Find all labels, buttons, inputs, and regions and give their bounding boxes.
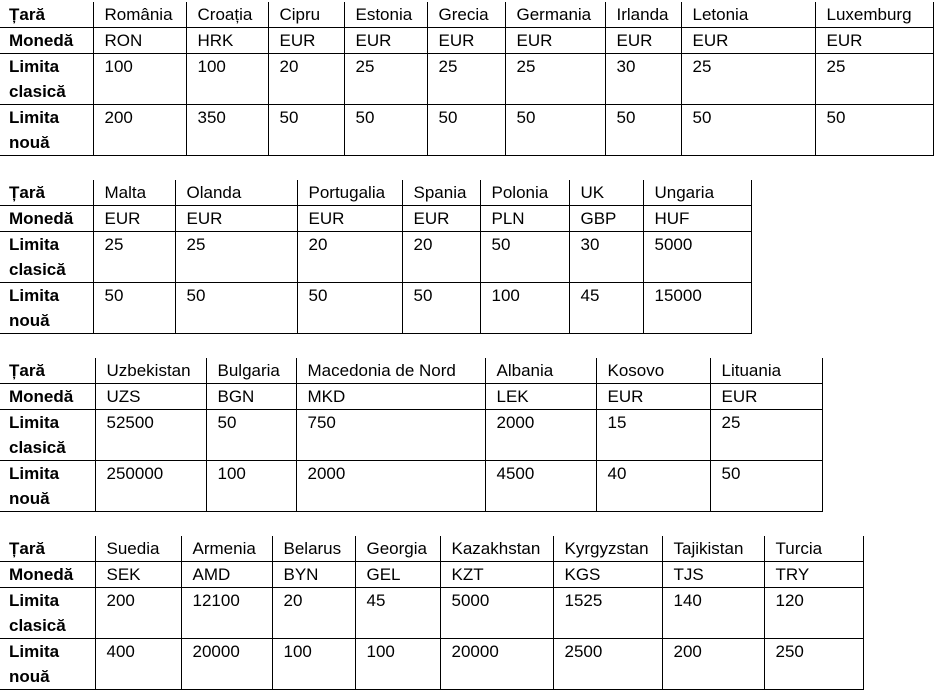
new-limit-label: Limita nouă <box>0 283 93 334</box>
new-limit-cell: 200 <box>93 105 186 156</box>
currency-cell: AMD <box>181 562 272 588</box>
country-cell: Armenia <box>181 536 272 562</box>
country-cell: Olanda <box>175 180 297 206</box>
new-limit-cell: 200 <box>662 639 764 690</box>
new-limit-row <box>0 283 751 334</box>
classic-limit-cell: 200 <box>95 588 181 639</box>
limits-table-4 <box>0 536 864 690</box>
limits-table-3 <box>0 358 823 512</box>
country-row <box>0 536 863 562</box>
classic-limit-cell: 25 <box>815 54 933 105</box>
country-label: Țară <box>0 2 93 28</box>
country-cell: Portugalia <box>297 180 402 206</box>
country-cell: Lituania <box>710 358 822 384</box>
country-row <box>0 2 933 28</box>
new-limit-cell: 50 <box>268 105 344 156</box>
new-limit-cell: 50 <box>681 105 815 156</box>
country-cell: UK <box>569 180 643 206</box>
new-limit-label: Limita nouă <box>0 639 95 690</box>
new-limit-cell: 45 <box>569 283 643 334</box>
classic-limit-cell: 25 <box>710 410 822 461</box>
new-limit-cell: 50 <box>815 105 933 156</box>
currency-label: Monedă <box>0 206 93 232</box>
currency-cell: EUR <box>710 384 822 410</box>
new-limit-cell: 100 <box>206 461 296 512</box>
currency-cell: EUR <box>344 28 427 54</box>
classic-limit-cell: 20 <box>272 588 355 639</box>
new-limit-cell: 2500 <box>553 639 662 690</box>
classic-limit-cell: 25 <box>427 54 505 105</box>
classic-limit-label: Limita clasică <box>0 588 95 639</box>
currency-label: Monedă <box>0 28 93 54</box>
classic-limit-cell: 25 <box>93 232 175 283</box>
country-row <box>0 180 751 206</box>
currency-label: Monedă <box>0 562 95 588</box>
classic-limit-cell: 25 <box>505 54 605 105</box>
classic-limit-cell: 20 <box>297 232 402 283</box>
new-limit-cell: 250000 <box>95 461 206 512</box>
new-limit-cell: 50 <box>93 283 175 334</box>
classic-limit-cell: 20 <box>268 54 344 105</box>
classic-limit-cell: 5000 <box>440 588 553 639</box>
new-limit-cell: 20000 <box>181 639 272 690</box>
country-cell: Spania <box>402 180 480 206</box>
currency-cell: RON <box>93 28 186 54</box>
currency-cell: EUR <box>681 28 815 54</box>
classic-limit-cell: 100 <box>186 54 268 105</box>
classic-limit-cell: 52500 <box>95 410 206 461</box>
country-label: Țară <box>0 536 95 562</box>
new-limit-cell: 50 <box>402 283 480 334</box>
country-cell: Irlanda <box>605 2 681 28</box>
new-limit-label: Limita nouă <box>0 461 95 512</box>
currency-cell: TJS <box>662 562 764 588</box>
currency-cell: PLN <box>480 206 569 232</box>
new-limit-cell: 50 <box>175 283 297 334</box>
currency-cell: SEK <box>95 562 181 588</box>
new-limit-cell: 100 <box>355 639 440 690</box>
country-cell: Macedonia de Nord <box>296 358 485 384</box>
limits-table-2 <box>0 180 752 334</box>
currency-cell: HRK <box>186 28 268 54</box>
currency-cell: EUR <box>93 206 175 232</box>
new-limit-label: Limita nouă <box>0 105 93 156</box>
currency-cell: KGS <box>553 562 662 588</box>
classic-limit-cell: 30 <box>605 54 681 105</box>
new-limit-cell: 50 <box>710 461 822 512</box>
country-cell: Suedia <box>95 536 181 562</box>
classic-limit-cell: 1525 <box>553 588 662 639</box>
classic-limit-cell: 25 <box>344 54 427 105</box>
country-cell: Croația <box>186 2 268 28</box>
new-limit-cell: 40 <box>596 461 710 512</box>
new-limit-cell: 20000 <box>440 639 553 690</box>
currency-label: Monedă <box>0 384 95 410</box>
classic-limit-cell: 45 <box>355 588 440 639</box>
country-label: Țară <box>0 358 95 384</box>
new-limit-cell: 100 <box>480 283 569 334</box>
classic-limit-cell: 5000 <box>643 232 751 283</box>
country-cell: Uzbekistan <box>95 358 206 384</box>
classic-limit-label: Limita clasică <box>0 232 93 283</box>
country-cell: România <box>93 2 186 28</box>
new-limit-cell: 50 <box>505 105 605 156</box>
currency-cell: GBP <box>569 206 643 232</box>
country-label: Țară <box>0 180 93 206</box>
country-cell: Letonia <box>681 2 815 28</box>
currency-cell: BYN <box>272 562 355 588</box>
new-limit-cell: 350 <box>186 105 268 156</box>
classic-limit-cell: 30 <box>569 232 643 283</box>
limits-table-1 <box>0 2 934 156</box>
classic-limit-label: Limita clasică <box>0 54 93 105</box>
currency-cell: HUF <box>643 206 751 232</box>
country-cell: Belarus <box>272 536 355 562</box>
classic-limit-row <box>0 232 751 283</box>
currency-cell: EUR <box>402 206 480 232</box>
country-cell: Ungaria <box>643 180 751 206</box>
new-limit-row <box>0 105 933 156</box>
classic-limit-cell: 100 <box>93 54 186 105</box>
country-cell: Georgia <box>355 536 440 562</box>
classic-limit-cell: 50 <box>480 232 569 283</box>
new-limit-cell: 400 <box>95 639 181 690</box>
new-limit-cell: 50 <box>344 105 427 156</box>
country-cell: Estonia <box>344 2 427 28</box>
new-limit-cell: 50 <box>297 283 402 334</box>
new-limit-cell: 50 <box>427 105 505 156</box>
classic-limit-cell: 20 <box>402 232 480 283</box>
currency-row <box>0 206 751 232</box>
classic-limit-cell: 120 <box>764 588 863 639</box>
country-cell: Albania <box>485 358 596 384</box>
new-limit-cell: 4500 <box>485 461 596 512</box>
country-cell: Kazakhstan <box>440 536 553 562</box>
new-limit-cell: 50 <box>605 105 681 156</box>
country-cell: Bulgaria <box>206 358 296 384</box>
classic-limit-cell: 25 <box>681 54 815 105</box>
country-row <box>0 358 822 384</box>
currency-cell: EUR <box>505 28 605 54</box>
currency-cell: EUR <box>605 28 681 54</box>
classic-limit-row <box>0 54 933 105</box>
new-limit-cell: 250 <box>764 639 863 690</box>
new-limit-row <box>0 461 822 512</box>
currency-row <box>0 562 863 588</box>
country-cell: Tajikistan <box>662 536 764 562</box>
currency-cell: TRY <box>764 562 863 588</box>
currency-cell: EUR <box>297 206 402 232</box>
country-cell: Polonia <box>480 180 569 206</box>
country-cell: Cipru <box>268 2 344 28</box>
classic-limit-cell: 50 <box>206 410 296 461</box>
classic-limit-cell: 750 <box>296 410 485 461</box>
classic-limit-cell: 25 <box>175 232 297 283</box>
country-cell: Luxemburg <box>815 2 933 28</box>
new-limit-row <box>0 639 863 690</box>
classic-limit-label: Limita clasică <box>0 410 95 461</box>
new-limit-cell: 100 <box>272 639 355 690</box>
currency-cell: EUR <box>596 384 710 410</box>
currency-cell: KZT <box>440 562 553 588</box>
currency-cell: MKD <box>296 384 485 410</box>
currency-cell: LEK <box>485 384 596 410</box>
classic-limit-cell: 15 <box>596 410 710 461</box>
currency-row <box>0 28 933 54</box>
new-limit-cell: 15000 <box>643 283 751 334</box>
new-limit-cell: 2000 <box>296 461 485 512</box>
currency-cell: EUR <box>268 28 344 54</box>
currency-cell: EUR <box>175 206 297 232</box>
country-cell: Kosovo <box>596 358 710 384</box>
currency-cell: UZS <box>95 384 206 410</box>
country-cell: Malta <box>93 180 175 206</box>
classic-limit-cell: 12100 <box>181 588 272 639</box>
classic-limit-row <box>0 588 863 639</box>
classic-limit-cell: 140 <box>662 588 764 639</box>
currency-row <box>0 384 822 410</box>
country-cell: Turcia <box>764 536 863 562</box>
currency-cell: BGN <box>206 384 296 410</box>
country-cell: Grecia <box>427 2 505 28</box>
currency-cell: EUR <box>815 28 933 54</box>
country-cell: Germania <box>505 2 605 28</box>
currency-cell: GEL <box>355 562 440 588</box>
country-cell: Kyrgyzstan <box>553 536 662 562</box>
classic-limit-row <box>0 410 822 461</box>
currency-cell: EUR <box>427 28 505 54</box>
classic-limit-cell: 2000 <box>485 410 596 461</box>
